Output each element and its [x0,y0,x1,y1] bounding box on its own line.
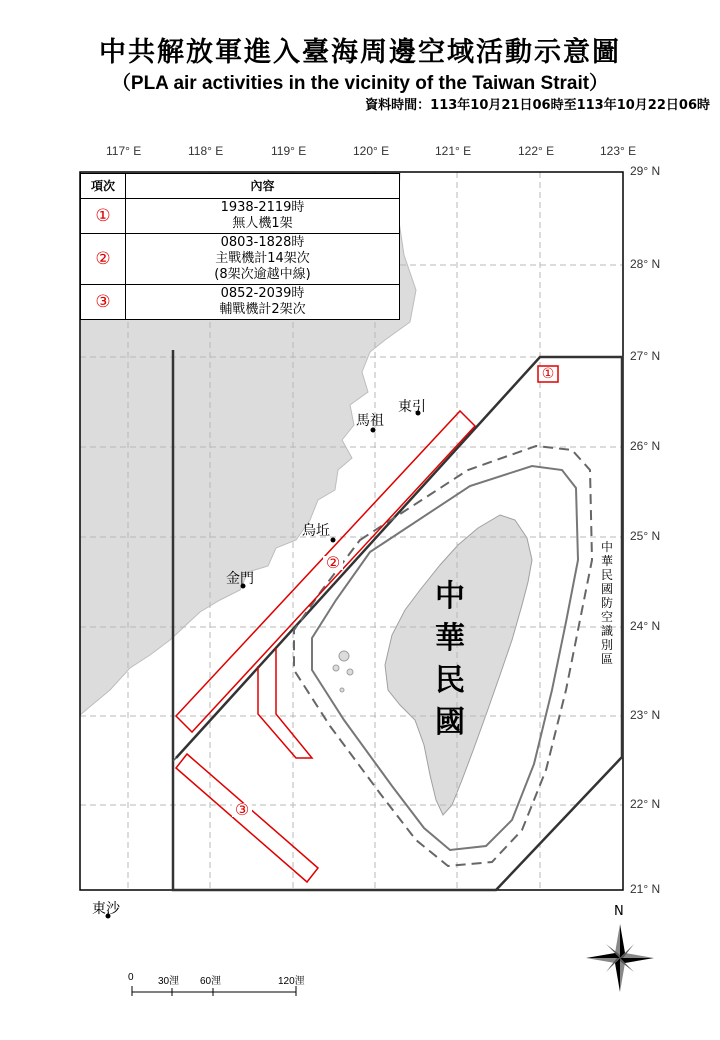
legend-row-detail: 無人機1架 [232,216,293,231]
scale-bar [132,986,296,996]
activity-badge-3: ③ [232,803,252,817]
legend-header-content: 內容 [126,174,400,199]
latitude-label: 22° N [630,797,661,811]
place-wuqiu: 烏坵 [302,523,330,539]
latitude-label: 23° N [630,708,661,722]
legend-row-time: 1938-2119時 [220,200,305,215]
activity-legend-table [80,173,400,320]
legend-row-content [126,199,400,234]
activity-badge-2: ② [323,556,343,570]
place-dongyin: 東引 [398,399,426,415]
scale-0: 0 [128,972,134,983]
legend-row-time: 0803-1828時 [220,235,305,250]
latitude-label: 28° N [630,257,661,271]
wuqiu-dot [331,538,336,543]
legend-row-number: ② [81,234,126,285]
legend-row [81,285,400,320]
longitude-label: 120° E [353,144,390,158]
map-subtitle: （PLA air activities in the vicinity of the Taiwan Strait） [111,73,609,94]
roc-label-2: 華 [435,621,465,656]
legend-row-detail: 輔戰機計2架次 [219,302,306,317]
longitude-label: 118° E [188,144,224,158]
legend-header-item: 項次 [81,174,126,199]
latitude-label: 24° N [630,619,661,633]
longitude-label: 121° E [435,144,472,158]
longitude-label: 117° E [106,144,142,158]
legend-row-detail: 主戰機計14架次 [215,251,310,266]
activity-badge-1: ① [541,366,555,382]
legend-row-time: 0852-2039時 [220,286,305,301]
roc-label-3: 民 [435,663,465,698]
place-kinmen: 金門 [226,571,254,587]
legend-row [81,234,400,285]
adiz-label: 中華民國防空識別區 [600,540,613,666]
latitude-label: 26° N [630,439,661,453]
longitude-label: 122° E [518,144,555,158]
longitude-label: 123° E [600,144,637,158]
place-matsu: 馬祖 [356,413,384,429]
legend-row-number: ③ [81,285,126,320]
place-dongsha: 東沙 [92,901,120,917]
scale-30: 30浬 [158,976,180,987]
scale-120: 120浬 [278,976,305,987]
compass-icon [586,924,654,992]
map-title: 中共解放軍進入臺海周邊空域活動示意圖 [99,37,621,68]
latitude-label: 21° N [630,882,661,896]
latitude-label: 27° N [630,349,661,363]
legend-row-note: (8架次逾越中線) [214,267,311,282]
legend-row-number: ① [81,199,126,234]
legend-row-content [126,285,400,320]
roc-label-4: 國 [435,705,465,740]
data-period: 資料時間：113年10月21日06時至113年10月22日06時 [365,98,710,113]
legend-row-content [126,234,400,285]
longitude-label: 119° E [271,144,307,158]
north-label: N [614,904,624,919]
legend-row [81,199,400,234]
latitude-label: 25° N [630,529,661,543]
roc-label-1: 中 [435,579,465,614]
scale-60: 60浬 [200,976,222,987]
latitude-label: 29° N [630,164,661,178]
